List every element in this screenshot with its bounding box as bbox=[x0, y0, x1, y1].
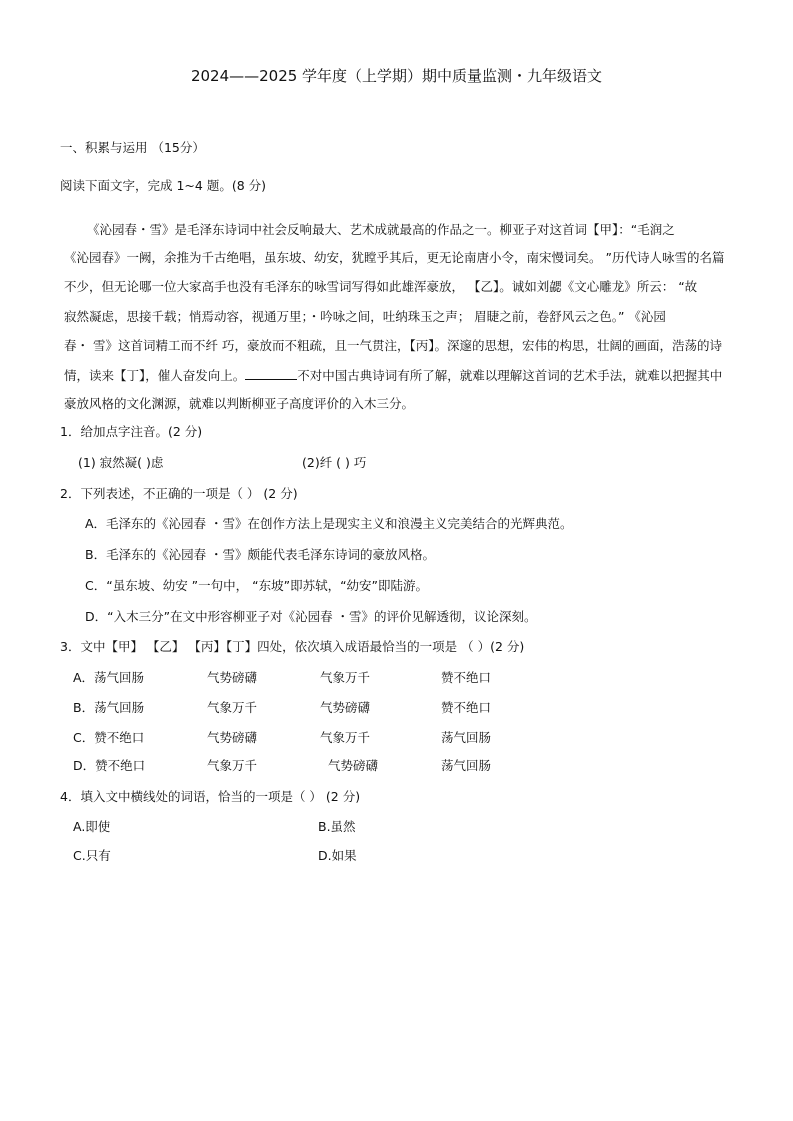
question-4-option-d: D.如果 bbox=[318, 848, 357, 863]
question-3-option: 荡气回肠 bbox=[441, 730, 492, 745]
passage-line: 《沁园春・雪》是毛泽东诗词中社会反响最大、艺术成就最高的作品之一。柳亚子对这首词【甲】：“毛润之 bbox=[87, 222, 675, 237]
question-3-option: 气势磅礴 bbox=[328, 758, 379, 773]
question-3-option: 气象万千 bbox=[207, 758, 258, 773]
question-2-option-d: D．“入木三分”在文中形容柳亚子对《沁园春 ・雪》的评价见解透彻，议论深刻。 bbox=[85, 609, 537, 624]
passage-line: 寂然凝虑，思接千载；悄焉动容，视通万里；・吟咏之间，吐纳珠玉之声； 眉睫之前，卷舒风云之色。” 《沁园 bbox=[64, 309, 666, 324]
question-3-option: 气势磅礴 bbox=[207, 670, 258, 685]
passage-line: 春・ 雪》这首词精工而不纤 巧，豪放而不粗疏，且一气贯注，【丙】。深邃的思想，宏伟的构思，壮阔的画面，浩荡的诗 bbox=[64, 338, 722, 353]
passage-text: 不对中国古典诗词有所了解，就难以理解这首词的艺术手法，就难以把握其中 bbox=[297, 368, 723, 383]
question-3-option: 气象万千 bbox=[320, 730, 371, 745]
page-title: 2024——2025 学年度（上学期）期中质量监测・九年级语文 bbox=[190, 67, 603, 85]
question-3-option: A．荡气回肠 bbox=[73, 670, 145, 685]
question-4-option-a: A.即使 bbox=[73, 819, 111, 834]
passage-line: 《沁园春》一阙，余推为千古绝唱，虽东坡、幼安，犹瞠乎其后，更无论南唐小令，南宋慢词矣。 ”历代诗人咏雪的名篇 bbox=[64, 250, 725, 265]
section-heading: 一、积累与运用 （15分） bbox=[60, 140, 205, 155]
question-3-option: 赞不绝口 bbox=[441, 700, 492, 715]
passage-line: 豪放风格的文化渊源，就难以判断柳亚子高度评价的入木三分。 bbox=[64, 396, 415, 411]
question-2-option-c: C．“虽东坡、幼安 ”一句中， “东坡”即苏轼，“幼安”即陆游。 bbox=[85, 578, 429, 593]
passage-line bbox=[64, 367, 722, 384]
question-1-stem: 1．给加点字注音。(2 分) bbox=[60, 424, 203, 439]
question-3-option: 气象万千 bbox=[320, 670, 371, 685]
question-3-option: 气势磅礴 bbox=[320, 700, 371, 715]
question-3-option: 气势磅礴 bbox=[207, 730, 258, 745]
section-intro: 阅读下面文字，完成 1~4 题。(8 分) bbox=[60, 178, 267, 193]
question-3-option: 赞不绝口 bbox=[441, 670, 492, 685]
question-2-option-a: A．毛泽东的《沁园春 ・雪》在创作方法上是现实主义和浪漫主义完美结合的光辉典范。 bbox=[85, 516, 573, 531]
question-3-option: 荡气回肠 bbox=[441, 758, 492, 773]
question-4-option-b: B.虽然 bbox=[318, 819, 356, 834]
fill-blank bbox=[245, 367, 297, 380]
question-1-item: (2)纤 ( ) 巧 bbox=[302, 455, 367, 470]
question-3-option: D．赞不绝口 bbox=[73, 758, 146, 773]
question-1-item: (1) 寂然凝( )虑 bbox=[78, 455, 164, 470]
question-4-stem: 4．填入文中横线处的词语，恰当的一项是（ ） (2 分) bbox=[60, 789, 361, 804]
question-2-option-b: B．毛泽东的《沁园春 ・雪》颇能代表毛泽东诗词的豪放风格。 bbox=[85, 547, 436, 562]
passage-line: 不少，但无论哪一位大家高手也没有毛泽东的咏雪词写得如此雄浑豪放， 【乙】。诚如刘勰《文心雕龙》所云： “故 bbox=[64, 279, 698, 294]
question-3-option: B．荡气回肠 bbox=[73, 700, 145, 715]
passage-text: 情，读来【丁】，催人奋发向上。 bbox=[64, 368, 246, 383]
question-4-option-c: C.只有 bbox=[73, 848, 111, 863]
question-3-option: 气象万千 bbox=[207, 700, 258, 715]
question-3-stem: 3．文中【甲】 【乙】 【丙】【丁】四处，依次填入成语最恰当的一项是 （ ）(2 分) bbox=[60, 639, 525, 654]
question-3-option: C．赞不绝口 bbox=[73, 730, 145, 745]
question-2-stem: 2．下列表述，不正确的一项是（ ） (2 分) bbox=[60, 486, 298, 501]
